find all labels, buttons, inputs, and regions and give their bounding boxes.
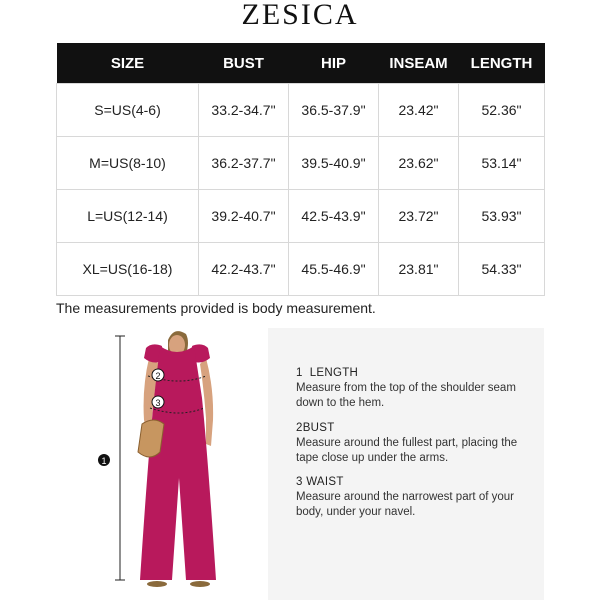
cell-size: M=US(8-10) <box>57 137 199 190</box>
table-row <box>57 243 545 296</box>
svg-text:3: 3 <box>155 398 161 408</box>
table-header-row <box>57 43 545 84</box>
cell-hip: 39.5-40.9" <box>289 137 379 190</box>
brand-logo: ZESICA <box>241 0 359 31</box>
measurement-note: The measurements provided is body measurement. <box>56 300 376 316</box>
cell-length: 53.14" <box>459 137 545 190</box>
cell-inseam: 23.81" <box>379 243 459 296</box>
bust-instruction <box>296 421 526 466</box>
handbag <box>138 420 164 457</box>
waist-description: Measure around the narrowest part of your body, under your navel. <box>296 491 514 518</box>
cell-bust: 39.2-40.7" <box>199 190 289 243</box>
cell-length: 52.36" <box>459 84 545 137</box>
cell-size: L=US(12-14) <box>57 190 199 243</box>
waist-title: WAIST <box>306 476 344 488</box>
bust-title: BUST <box>302 422 335 434</box>
cell-length: 53.93" <box>459 190 545 243</box>
table-row <box>57 137 545 190</box>
header-inseam: INSEAM <box>379 43 459 84</box>
cell-hip: 42.5-43.9" <box>289 190 379 243</box>
svg-text:2: 2 <box>155 371 161 381</box>
table-row <box>57 84 545 137</box>
waist-number: 3 <box>296 476 303 488</box>
model-illustration <box>56 328 266 600</box>
cell-hip: 36.5-37.9" <box>289 84 379 137</box>
waist-instruction <box>296 475 516 520</box>
table-row <box>57 190 545 243</box>
header-hip: HIP <box>289 43 379 84</box>
cell-bust: 42.2-43.7" <box>199 243 289 296</box>
length-instruction <box>296 366 516 411</box>
cell-bust: 36.2-37.7" <box>199 137 289 190</box>
cell-size: XL=US(16-18) <box>57 243 199 296</box>
header-bust: BUST <box>199 43 289 84</box>
cell-inseam: 23.72" <box>379 190 459 243</box>
header-size: SIZE <box>57 43 199 84</box>
length-number: 1 <box>296 367 303 379</box>
measurement-guide-panel <box>268 328 544 600</box>
size-chart-table <box>56 43 545 296</box>
length-title: LENGTH <box>309 367 359 379</box>
cell-bust: 33.2-34.7" <box>199 84 289 137</box>
cell-length: 54.33" <box>459 243 545 296</box>
cell-inseam: 23.42" <box>379 84 459 137</box>
bust-number: 2 <box>296 422 303 434</box>
svg-text:1: 1 <box>101 456 107 466</box>
length-description: Measure from the top of the shoulder seam down to the hem. <box>296 382 516 409</box>
cell-hip: 45.5-46.9" <box>289 243 379 296</box>
bust-description: Measure around the fullest part, placing the tape close up under the arms. <box>296 437 518 464</box>
cell-inseam: 23.62" <box>379 137 459 190</box>
cell-size: S=US(4-6) <box>57 84 199 137</box>
header-length: LENGTH <box>459 43 545 84</box>
